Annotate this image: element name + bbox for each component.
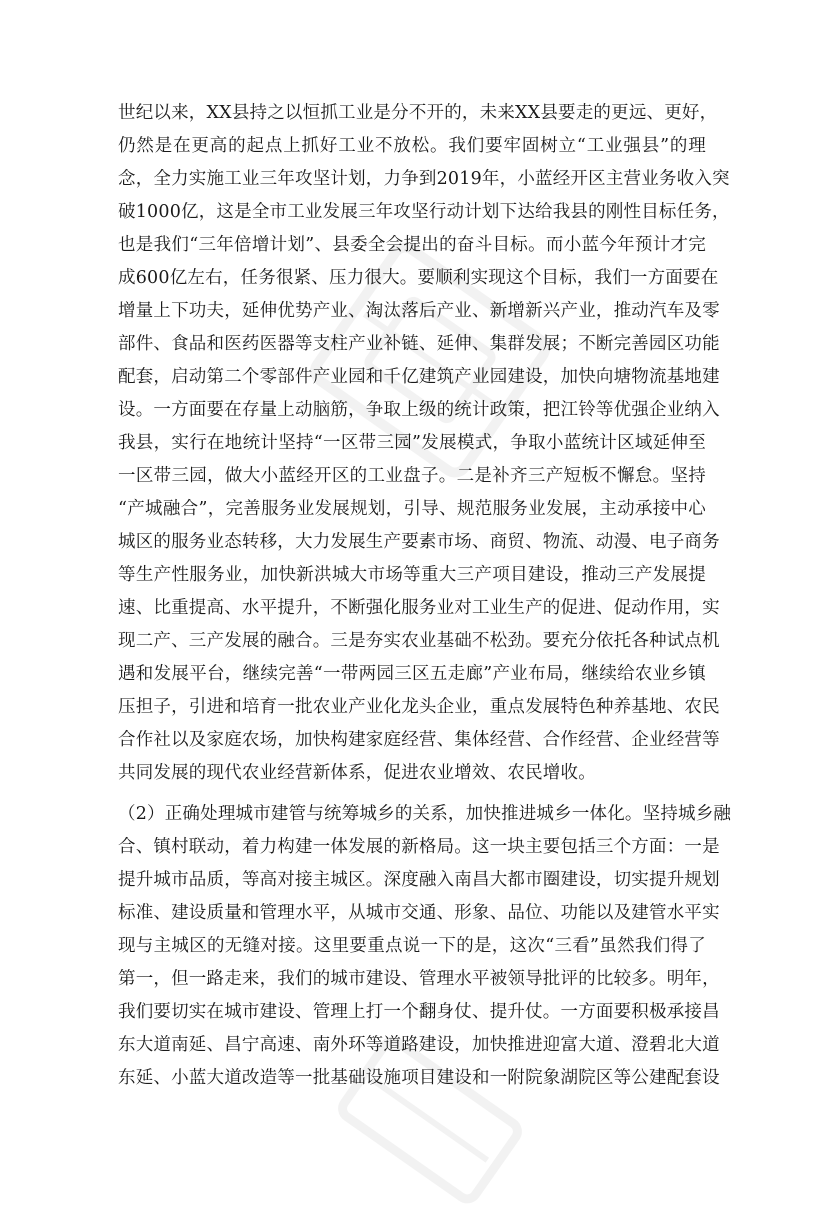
paragraph — [118, 798, 732, 1095]
text-line: 我县，实行在地统计坚持“一区带三园”发展模式，争取小蓝统计区域延伸至 — [118, 433, 706, 453]
text-line: 城区的服务业态转移，大力发展生产要素市场、商贸、物流、动漫、电子商务 — [118, 532, 720, 552]
text-line: 提升城市品质，等高对接主城区。深度融入南昌大都市圈建设，切实提升规划 — [118, 870, 720, 890]
text-line: 速、比重提高、水平提升，不断强化服务业对工业生产的促进、促动作用，实 — [118, 598, 720, 618]
paragraph — [118, 97, 730, 790]
text-line: 仍然是在更高的起点上抓好工业不放松。我们要牢固树立“工业强县”的理 — [118, 136, 706, 156]
text-line: 念，全力实施工业三年攻坚计划，力争到2019年，小蓝经开区主营业务收入突 — [118, 169, 730, 189]
text-line: 配套，启动第二个零部件产业园和千亿建筑产业园建设，加快向塘物流基地建 — [118, 367, 720, 387]
text-line: 合、镇村联动，着力构建一体发展的新格局。这一块主要包括三个方面：一是 — [118, 837, 720, 857]
text-line: 我们要切实在城市建设、管理上打一个翻身仗、提升仗。一方面要积极承接昌 — [118, 1002, 720, 1022]
text-line: 遇和发展平台，继续完善“一带两园三区五走廊”产业布局，继续给农业乡镇 — [118, 664, 706, 684]
text-line: 共同发展的现代农业经营新体系，促进农业增效、农民增收。 — [118, 763, 596, 783]
text-line: 也是我们“三年倍增计划”、县委全会提出的奋斗目标。而小蓝今年预计才完 — [118, 235, 706, 255]
text-line: 第一，但一路走来，我们的城市建设、管理水平被领导批评的比较多。明年， — [118, 969, 720, 989]
text-line: 等生产性服务业，加快新洪城大市场等重大三产项目建设，推动三产发展提 — [118, 565, 706, 585]
text-line: 一区带三园，做大小蓝经开区的工业盘子。二是补齐三产短板不懈怠。坚持 — [118, 466, 706, 486]
text-line: 增量上下功夫，延伸优势产业、淘汰落后产业、新增新兴产业，推动汽车及零 — [118, 301, 720, 321]
text-line: 压担子，引进和培育一批农业产业化龙头企业，重点发展特色种养基地、农民 — [118, 697, 720, 717]
text-line: 设。一方面要在存量上动脑筋，争取上级的统计政策，把江铃等优强企业纳入 — [118, 400, 720, 420]
text-line: 现与主城区的无缝对接。这里要重点说一下的是，这次“三看”虽然我们得了 — [118, 936, 706, 956]
text-line: 东大道南延、昌宁高速、南外环等道路建设，加快推进迎富大道、澄碧北大道 — [118, 1035, 720, 1055]
paragraph-gap — [118, 790, 706, 798]
text-line: （2）正确处理城市建管与统筹城乡的关系，加快推进城乡一体化。坚持城乡融 — [118, 804, 732, 824]
text-line: 世纪以来，XX县持之以恒抓工业是分不开的，未来XX县要走的更远、更好， — [118, 103, 718, 123]
text-line: 部件、食品和医药医器等支柱产业补链、延伸、集群发展；不断完善园区功能 — [118, 334, 720, 354]
text-line: 破1000亿，这是全市工业发展三年攻坚行动计划下达给我县的刚性目标任务， — [118, 202, 730, 222]
text-line: 东延、小蓝大道改造等一批基础设施项目建设和一附院象湖院区等公建配套设 — [118, 1068, 720, 1088]
text-line: 标准、建设质量和管理水平，从城市交通、形象、品位、功能以及建管水平实 — [118, 903, 720, 923]
document-body — [118, 97, 732, 1095]
text-line: 成600亿左右，任务很紧、压力很大。要顺利实现这个目标，我们一方面要在 — [118, 268, 719, 288]
text-line: “产城融合”，完善服务业发展规划，引导、规范服务业发展，主动承接中心 — [118, 499, 706, 519]
text-line: 现二产、三产发展的融合。三是夯实农业基础不松劲。要充分依托各种试点机 — [118, 631, 720, 651]
text-line: 合作社以及家庭农场，加快构建家庭经营、集体经营、合作经营、企业经营等 — [118, 730, 720, 750]
